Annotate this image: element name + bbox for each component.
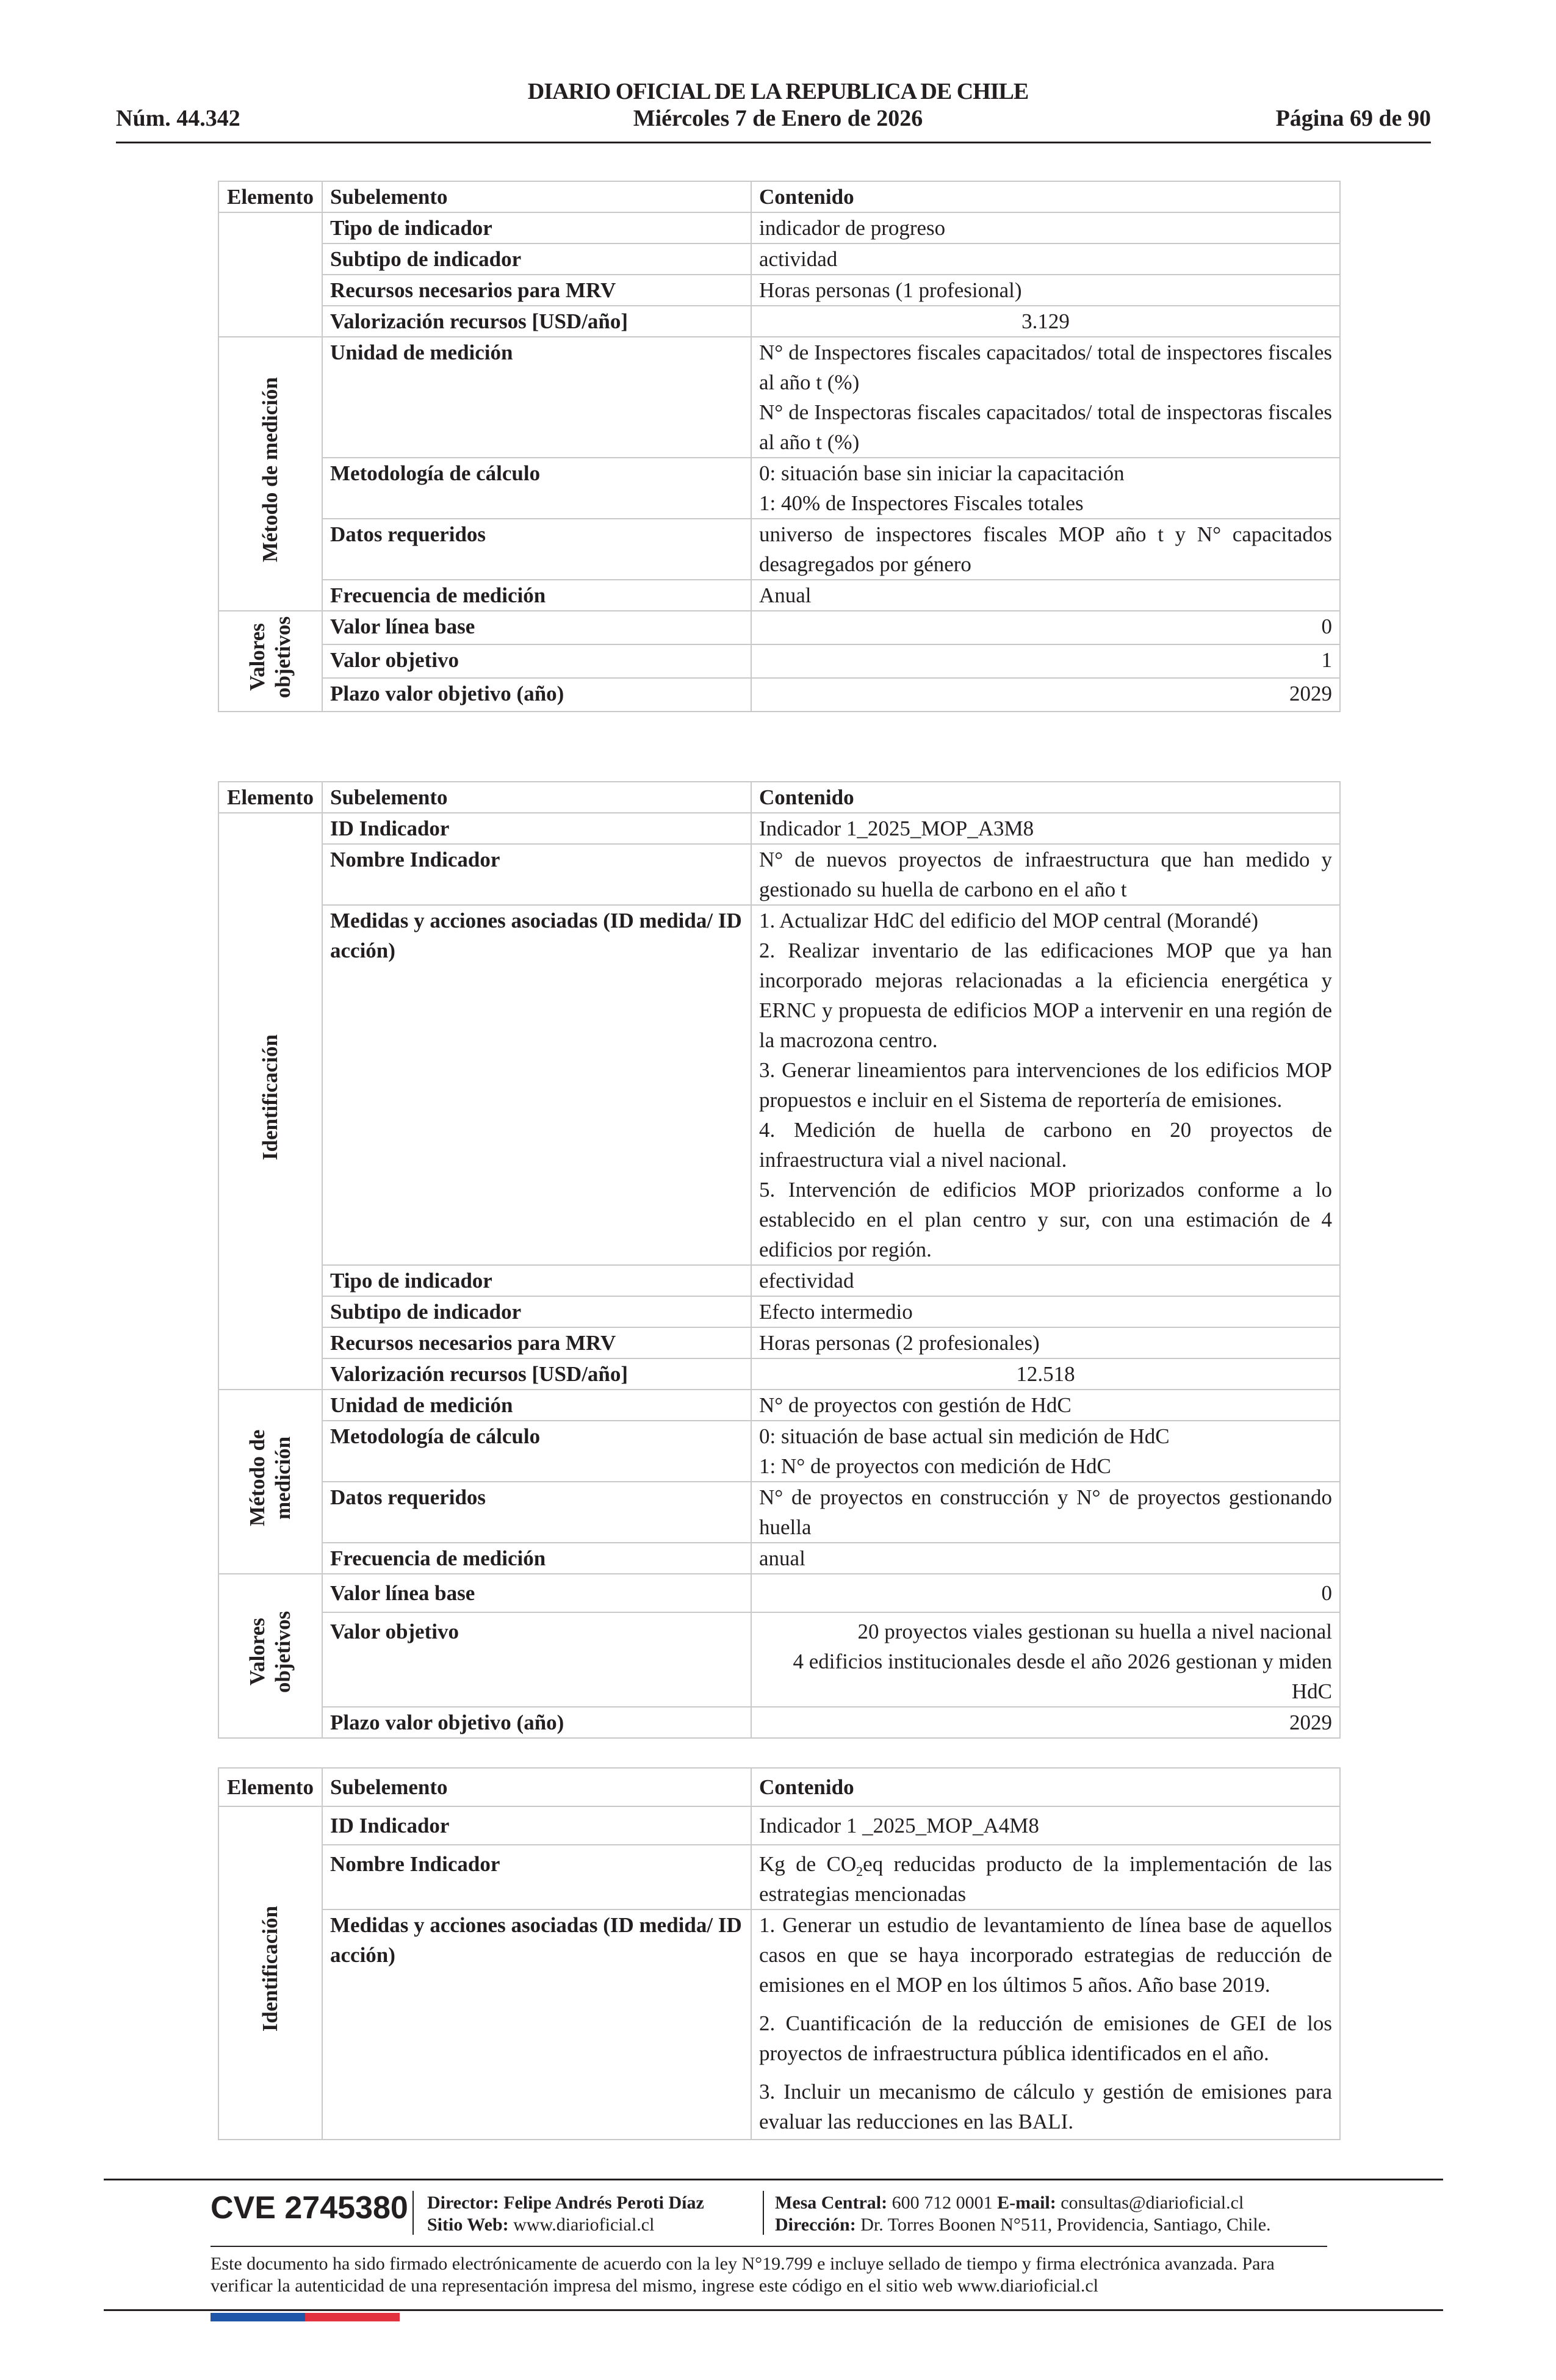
table-row <box>218 306 1340 337</box>
table-header-row <box>218 1768 1340 1806</box>
legal-notice: Este documento ha sido firmado electrónicamente de acuerdo con la ley N°19.799 e incluye sellado de tiempo y firma electrónica avanzada. Para verificar la autenticidad de una representación impresa del mismo, ingrese este código en el sitio web www.diarioficial.cl <box>211 2254 1275 2296</box>
direccion-label: Dirección: <box>775 2215 856 2235</box>
table-row <box>218 1421 1340 1482</box>
row-label: ID Indicador <box>322 1806 751 1845</box>
footer-contact <box>775 2192 1271 2236</box>
website-label: Sitio Web: <box>427 2215 509 2235</box>
table-row <box>218 212 1340 243</box>
row-value: universo de inspectores fiscales MOP año t y N° capacitados desagregados por género <box>751 519 1340 580</box>
table-row <box>218 580 1340 611</box>
list-item: 2. Realizar inventario de las edificaciones MOP que ya han incorporado mejoras relacionadas a la eficiencia energética y ERNC y propuesta de edificios MOP a intervenir en una región de la macrozona centro. <box>759 939 1332 1052</box>
group-label-line: Método de <box>245 1429 269 1526</box>
row-label: Tipo de indicador <box>322 212 751 243</box>
director-label: Director: <box>427 2193 499 2213</box>
value-line: 4 edificios institucionales desde el año 2026 gestionan y miden HdC <box>793 1650 1332 1703</box>
table-header-row <box>218 782 1340 813</box>
group-label: Valores objetivos <box>245 616 295 699</box>
table-row <box>218 813 1340 844</box>
row-label: Tipo de indicador <box>322 1265 751 1296</box>
table-row <box>218 1845 1340 1909</box>
table-row <box>218 1482 1340 1543</box>
list-item: 3. Generar lineamientos para intervenciones de los edificios MOP propuestos e incluir en el Sistema de reportería de emisiones. <box>759 1058 1332 1112</box>
website-link[interactable]: www.diarioficial.cl <box>513 2215 655 2235</box>
footer-rule <box>104 2309 1443 2311</box>
group-label <box>245 1426 296 1530</box>
indicator-table-1 <box>218 181 1341 712</box>
row-value: N° de proyectos en construcción y N° de proyectos gestionando huella <box>751 1482 1340 1543</box>
row-label: Valor objetivo <box>322 1612 751 1707</box>
row-label: Valor objetivo <box>322 644 751 678</box>
group-valores-objetivos <box>218 1574 322 1738</box>
group-valores-objetivos <box>218 611 322 712</box>
email-link[interactable]: consultas@diarioficial.cl <box>1061 2193 1244 2213</box>
contact-line <box>775 2192 1271 2214</box>
footer-rule <box>104 2179 1443 2180</box>
row-label: Medidas y acciones asociadas (ID medida/ ID acción) <box>322 1909 751 2140</box>
value-text: eq reducidas producto de la implementación de las estrategias mencionadas <box>759 1852 1332 1906</box>
row-label: Valorización recursos [USD/año] <box>322 306 751 337</box>
row-label: Nombre Indicador <box>322 1845 751 1909</box>
row-value: N° de proyectos con gestión de HdC <box>751 1390 1340 1421</box>
group-label-line: medición <box>271 1436 295 1520</box>
value-line: 1: N° de proyectos con medición de HdC <box>759 1454 1111 1478</box>
table-row <box>218 1265 1340 1296</box>
row-label: Valorización recursos [USD/año] <box>322 1358 751 1390</box>
footer-director <box>427 2192 704 2236</box>
row-label: Unidad de medición <box>322 1390 751 1421</box>
row-value: 2029 <box>751 678 1340 712</box>
director-line <box>427 2192 704 2214</box>
row-label: Frecuencia de medición <box>322 580 751 611</box>
cve-code: CVE 2745380 <box>211 2190 408 2226</box>
direccion-value: Dr. Torres Boonen N°511, Providencia, Santiago, Chile. <box>860 2215 1271 2235</box>
col-contenido: Contenido <box>751 181 1340 212</box>
row-label: Valor línea base <box>322 1574 751 1612</box>
row-value: 3.129 <box>751 306 1340 337</box>
indicator-table-3 <box>218 1767 1341 2140</box>
table-row <box>218 1707 1340 1738</box>
list-item: 5. Intervención de edificios MOP priorizados conforme a lo establecido en el plan centro y sur, con una estimación de 4 edificios por región. <box>759 1178 1332 1261</box>
table-row <box>218 1327 1340 1358</box>
group-label: Método de medición <box>258 377 282 563</box>
table-row <box>218 1574 1340 1612</box>
list-item: 4. Medición de huella de carbono en 20 proyectos de infraestructura vial a nivel nacional. <box>759 1118 1332 1172</box>
col-subelemento: Subelemento <box>322 181 751 212</box>
list-item: 3. Incluir un mecanismo de cálculo y gestión de emisiones para evaluar las reducciones en las BALI. <box>759 2080 1332 2133</box>
row-label: Valor línea base <box>322 611 751 644</box>
website-line <box>427 2214 704 2236</box>
row-label: Subtipo de indicador <box>322 1296 751 1327</box>
list-item: 2. Cuantificación de la reducción de emisiones de GEI de los proyectos de infraestructura pública identificados en el año. <box>759 2011 1332 2065</box>
row-label: Datos requeridos <box>322 1482 751 1543</box>
table-row <box>218 519 1340 580</box>
value-line: 0: situación base sin iniciar la capacitación <box>759 461 1125 485</box>
row-value: 0 <box>751 1574 1340 1612</box>
row-value: indicador de progreso <box>751 212 1340 243</box>
table-row <box>218 275 1340 306</box>
row-value: actividad <box>751 243 1340 275</box>
group-label: Identificación <box>258 1034 282 1161</box>
flag-stripe-red <box>305 2313 400 2321</box>
table-row <box>218 458 1340 519</box>
list-item: 1. Actualizar HdC del edificio del MOP central (Morandé) <box>759 909 1259 932</box>
group-continued <box>218 212 322 337</box>
row-label: Plazo valor objetivo (año) <box>322 678 751 712</box>
row-label: Medidas y acciones asociadas (ID medida/ ID acción) <box>322 905 751 1265</box>
row-value <box>751 905 1340 1265</box>
footer-divider <box>412 2191 414 2235</box>
table-row <box>218 1296 1340 1327</box>
row-label: Frecuencia de medición <box>322 1543 751 1574</box>
row-label: ID Indicador <box>322 813 751 844</box>
subscript: 2 <box>856 1864 863 1879</box>
row-value <box>751 1845 1340 1909</box>
table-row <box>218 1543 1340 1574</box>
flag-stripe-blue <box>211 2313 305 2321</box>
group-identificacion <box>218 1806 322 2140</box>
table-row <box>218 678 1340 712</box>
page-number: Página 69 de 90 <box>1275 106 1431 131</box>
table-row <box>218 337 1340 458</box>
col-contenido: Contenido <box>751 1768 1340 1806</box>
group-metodo-medicion <box>218 1390 322 1574</box>
table-row <box>218 644 1340 678</box>
group-metodo-medicion <box>218 337 322 611</box>
table-row <box>218 243 1340 275</box>
row-value <box>751 1421 1340 1482</box>
group-identificacion <box>218 813 322 1390</box>
table-row <box>218 844 1340 905</box>
row-label: Metodología de cálculo <box>322 458 751 519</box>
row-value: Anual <box>751 580 1340 611</box>
row-value: 0 <box>751 611 1340 644</box>
row-value: Efecto intermedio <box>751 1296 1340 1327</box>
row-value: Indicador 1_2025_MOP_A3M8 <box>751 813 1340 844</box>
row-value <box>751 1612 1340 1707</box>
table-row <box>218 905 1340 1265</box>
header-rule <box>116 142 1431 143</box>
footer-divider <box>763 2191 764 2235</box>
col-elemento: Elemento <box>218 1768 322 1806</box>
table-row <box>218 1358 1340 1390</box>
row-value: anual <box>751 1543 1340 1574</box>
address-line <box>775 2214 1271 2236</box>
list-item: 1. Generar un estudio de levantamiento de línea base de aquellos casos en que se haya incorporado estrategias de reducción de emisiones en el MOP en los últimos 5 años. Año base 2019. <box>759 1913 1332 1997</box>
col-subelemento: Subelemento <box>322 782 751 813</box>
row-label: Datos requeridos <box>322 519 751 580</box>
issue-date: Miércoles 7 de Enero de 2026 <box>633 106 923 131</box>
table-row <box>218 611 1340 644</box>
value-line: N° de Inspectores fiscales capacitados/ total de inspectores fiscales al año t (%) <box>759 341 1332 394</box>
row-label: Metodología de cálculo <box>322 1421 751 1482</box>
value-text: Kg de CO <box>759 1852 857 1876</box>
row-value <box>751 1909 1340 2140</box>
mesa-value: 600 712 0001 <box>891 2193 993 2213</box>
mesa-label: Mesa Central: <box>775 2193 888 2213</box>
table-header-row <box>218 181 1340 212</box>
row-label: Plazo valor objetivo (año) <box>322 1707 751 1738</box>
col-subelemento: Subelemento <box>322 1768 751 1806</box>
col-elemento: Elemento <box>218 181 322 212</box>
email-label: E-mail: <box>997 2193 1056 2213</box>
newspaper-title: DIARIO OFICIAL DE LA REPUBLICA DE CHILE <box>527 79 1029 104</box>
director-name: Felipe Andrés Peroti Díaz <box>503 2193 704 2213</box>
row-value: 2029 <box>751 1707 1340 1738</box>
col-elemento: Elemento <box>218 782 322 813</box>
indicator-table-2 <box>218 781 1341 1739</box>
table-row <box>218 1390 1340 1421</box>
issue-number: Núm. 44.342 <box>116 106 240 131</box>
col-contenido: Contenido <box>751 782 1340 813</box>
footer-rule <box>211 2246 1327 2247</box>
row-value: 12.518 <box>751 1358 1340 1390</box>
value-line: N° de Inspectoras fiscales capacitados/ total de inspectoras fiscales al año t (%) <box>759 400 1332 454</box>
row-label: Nombre Indicador <box>322 844 751 905</box>
row-label: Subtipo de indicador <box>322 243 751 275</box>
row-label: Recursos necesarios para MRV <box>322 275 751 306</box>
table-row <box>218 1806 1340 1845</box>
row-label: Recursos necesarios para MRV <box>322 1327 751 1358</box>
row-value: 1 <box>751 644 1340 678</box>
row-value: efectividad <box>751 1265 1340 1296</box>
row-value: Horas personas (1 profesional) <box>751 275 1340 306</box>
row-value: Indicador 1 _2025_MOP_A4M8 <box>751 1806 1340 1845</box>
value-line: 20 proyectos viales gestionan su huella a nivel nacional <box>857 1620 1332 1643</box>
group-label: Valores objetivos <box>245 1610 295 1693</box>
row-label: Unidad de medición <box>322 337 751 458</box>
row-value: Horas personas (2 profesionales) <box>751 1327 1340 1358</box>
value-line: 1: 40% de Inspectores Fiscales totales <box>759 491 1084 515</box>
row-value <box>751 337 1340 458</box>
table-row <box>218 1909 1340 2140</box>
table-row <box>218 1612 1340 1707</box>
row-value <box>751 458 1340 519</box>
group-label: Identificación <box>258 1906 282 2032</box>
row-value: N° de nuevos proyectos de infraestructura que han medido y gestionado su huella de carbono en el año t <box>751 844 1340 905</box>
value-line: 0: situación de base actual sin medición de HdC <box>759 1424 1170 1448</box>
